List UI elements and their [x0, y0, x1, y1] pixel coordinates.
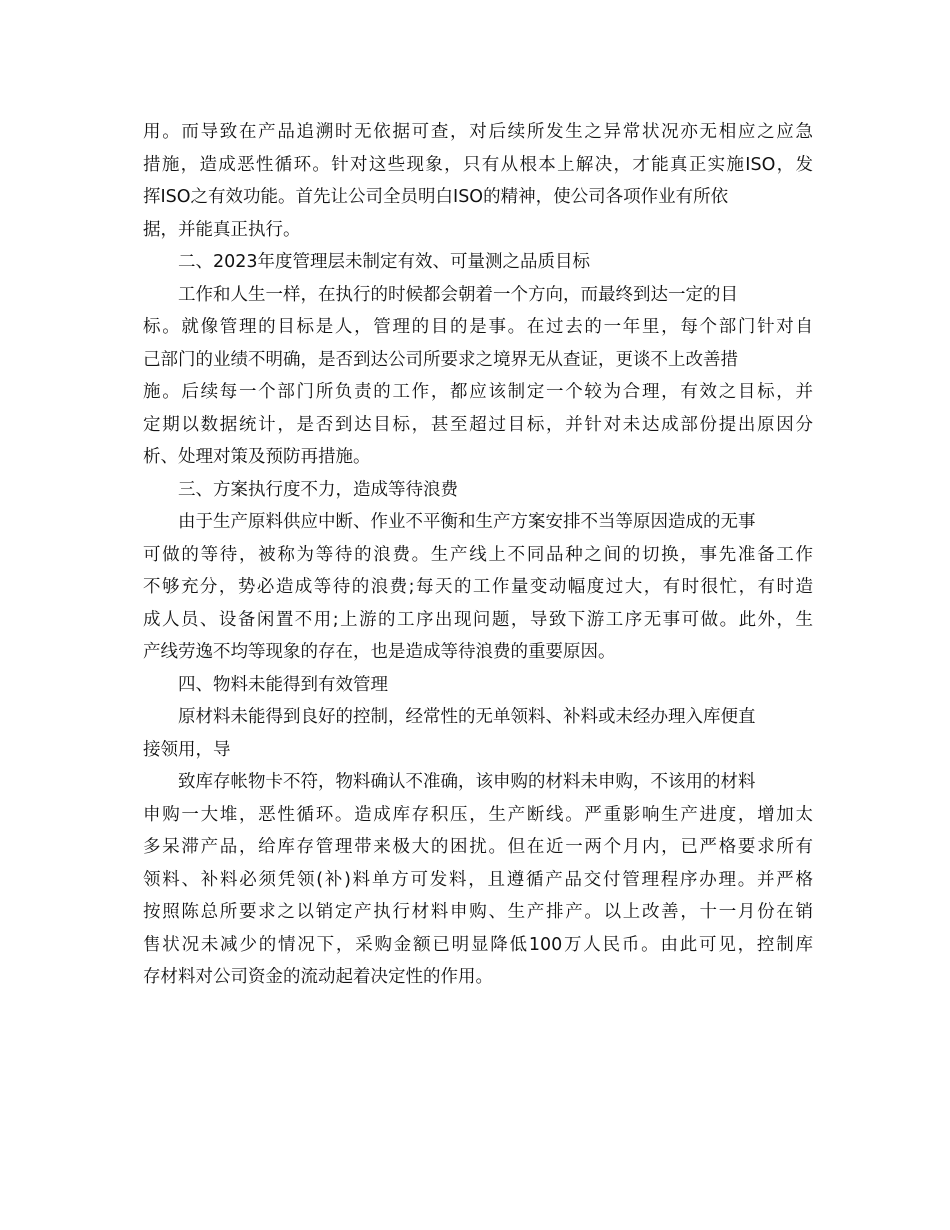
- heading-text: 四、物料未能得到有效管理: [178, 674, 388, 695]
- text-line: 多呆滞产品，给库存管理带来极大的困扰。但在近一两个月内，已严格要求所有: [143, 837, 813, 857]
- text-line: 接领用，导: [143, 739, 231, 760]
- text-line: 可做的等待，被称为等待的浪费。生产线上不同品种之间的切换，事先准备工作: [143, 544, 813, 565]
- text-line: 不够充分，势必造成等待的浪费;每天的工作量变动幅度过大，有时很忙，有时造: [143, 577, 813, 597]
- text-line: 标。就像管理的目标是人，管理的目的是事。在过去的一年里，每个部门针对自: [143, 317, 813, 337]
- text-line: 按照陈总所要求之以销定产执行材料申购、生产排产。以上改善，十一月份在销: [143, 902, 813, 922]
- text-line: 己部门的业绩不明确，是否到达公司所要求之境界无从查证，更谈不上改善措: [143, 349, 738, 370]
- section-heading: [143, 246, 813, 279]
- text-line: 析、处理对策及预防再措施。: [143, 447, 371, 467]
- heading-text: 二、2023年度管理层未制定有效、可量测之品质目标: [178, 252, 591, 272]
- text-line: 原材料未能得到良好的控制，经常性的无单领料、补料或未经办理入库便直: [178, 707, 756, 727]
- text-line: 定期以数据统计，是否到达目标，甚至超过目标，并针对未达成部份提出原因分: [143, 414, 813, 435]
- heading-text: 三、方案执行度不力，造成等待浪费: [178, 479, 458, 500]
- paragraph: [143, 279, 813, 474]
- text-line: 用。而导致在产品追溯时无依据可查，对后续所发生之异常状况亦无相应之应急: [143, 122, 813, 142]
- text-line: 施。后续每一个部门所负责的工作，都应该制定一个较为合理，有效之目标，并: [143, 382, 813, 402]
- paragraph: [143, 701, 813, 766]
- text-line: 挥ISO之有效功能。首先让公司全员明白ISO的精神，使公司各项作业有所依: [143, 187, 729, 207]
- text-line: 存材料对公司资金的流动起着决定性的作用。: [143, 967, 493, 987]
- paragraph: [143, 766, 813, 994]
- text-line: 领料、补料必须凭领(补)料单方可发料，且遵循产品交付管理程序办理。并严格: [143, 869, 813, 890]
- text-line: 成人员、设备闲置不用;上游的工序出现问题，导致下游工序无事可做。此外，生: [143, 609, 813, 630]
- section-heading: [143, 669, 813, 702]
- section-heading: [143, 474, 813, 507]
- paragraph: [143, 116, 813, 246]
- text-line: 措施，造成恶性循环。针对这些现象，只有从根本上解决，才能真正实施ISO，发: [143, 154, 813, 175]
- paragraph: [143, 506, 813, 669]
- text-line: 产线劳逸不均等现象的存在，也是造成等待浪费的重要原因。: [143, 642, 616, 662]
- text-line: 售状况未减少的情况下，采购金额已明显降低100万人民币。由此可见，控制库: [143, 934, 813, 955]
- text-line: 据，并能真正执行。: [143, 219, 301, 240]
- text-line: 由于生产原料供应中断、作业不平衡和生产方案安排不当等原因造成的无事: [178, 512, 756, 532]
- document-body: [143, 116, 813, 994]
- text-line: 致库存帐物卡不符，物料确认不准确，该申购的材料未申购，不该用的材料: [178, 772, 756, 792]
- text-line: 工作和人生一样，在执行的时候都会朝着一个方向，而最终到达一定的目: [178, 284, 738, 305]
- text-line: 申购一大堆，恶性循环。造成库存积压，生产断线。严重影响生产进度，增加太: [143, 804, 813, 825]
